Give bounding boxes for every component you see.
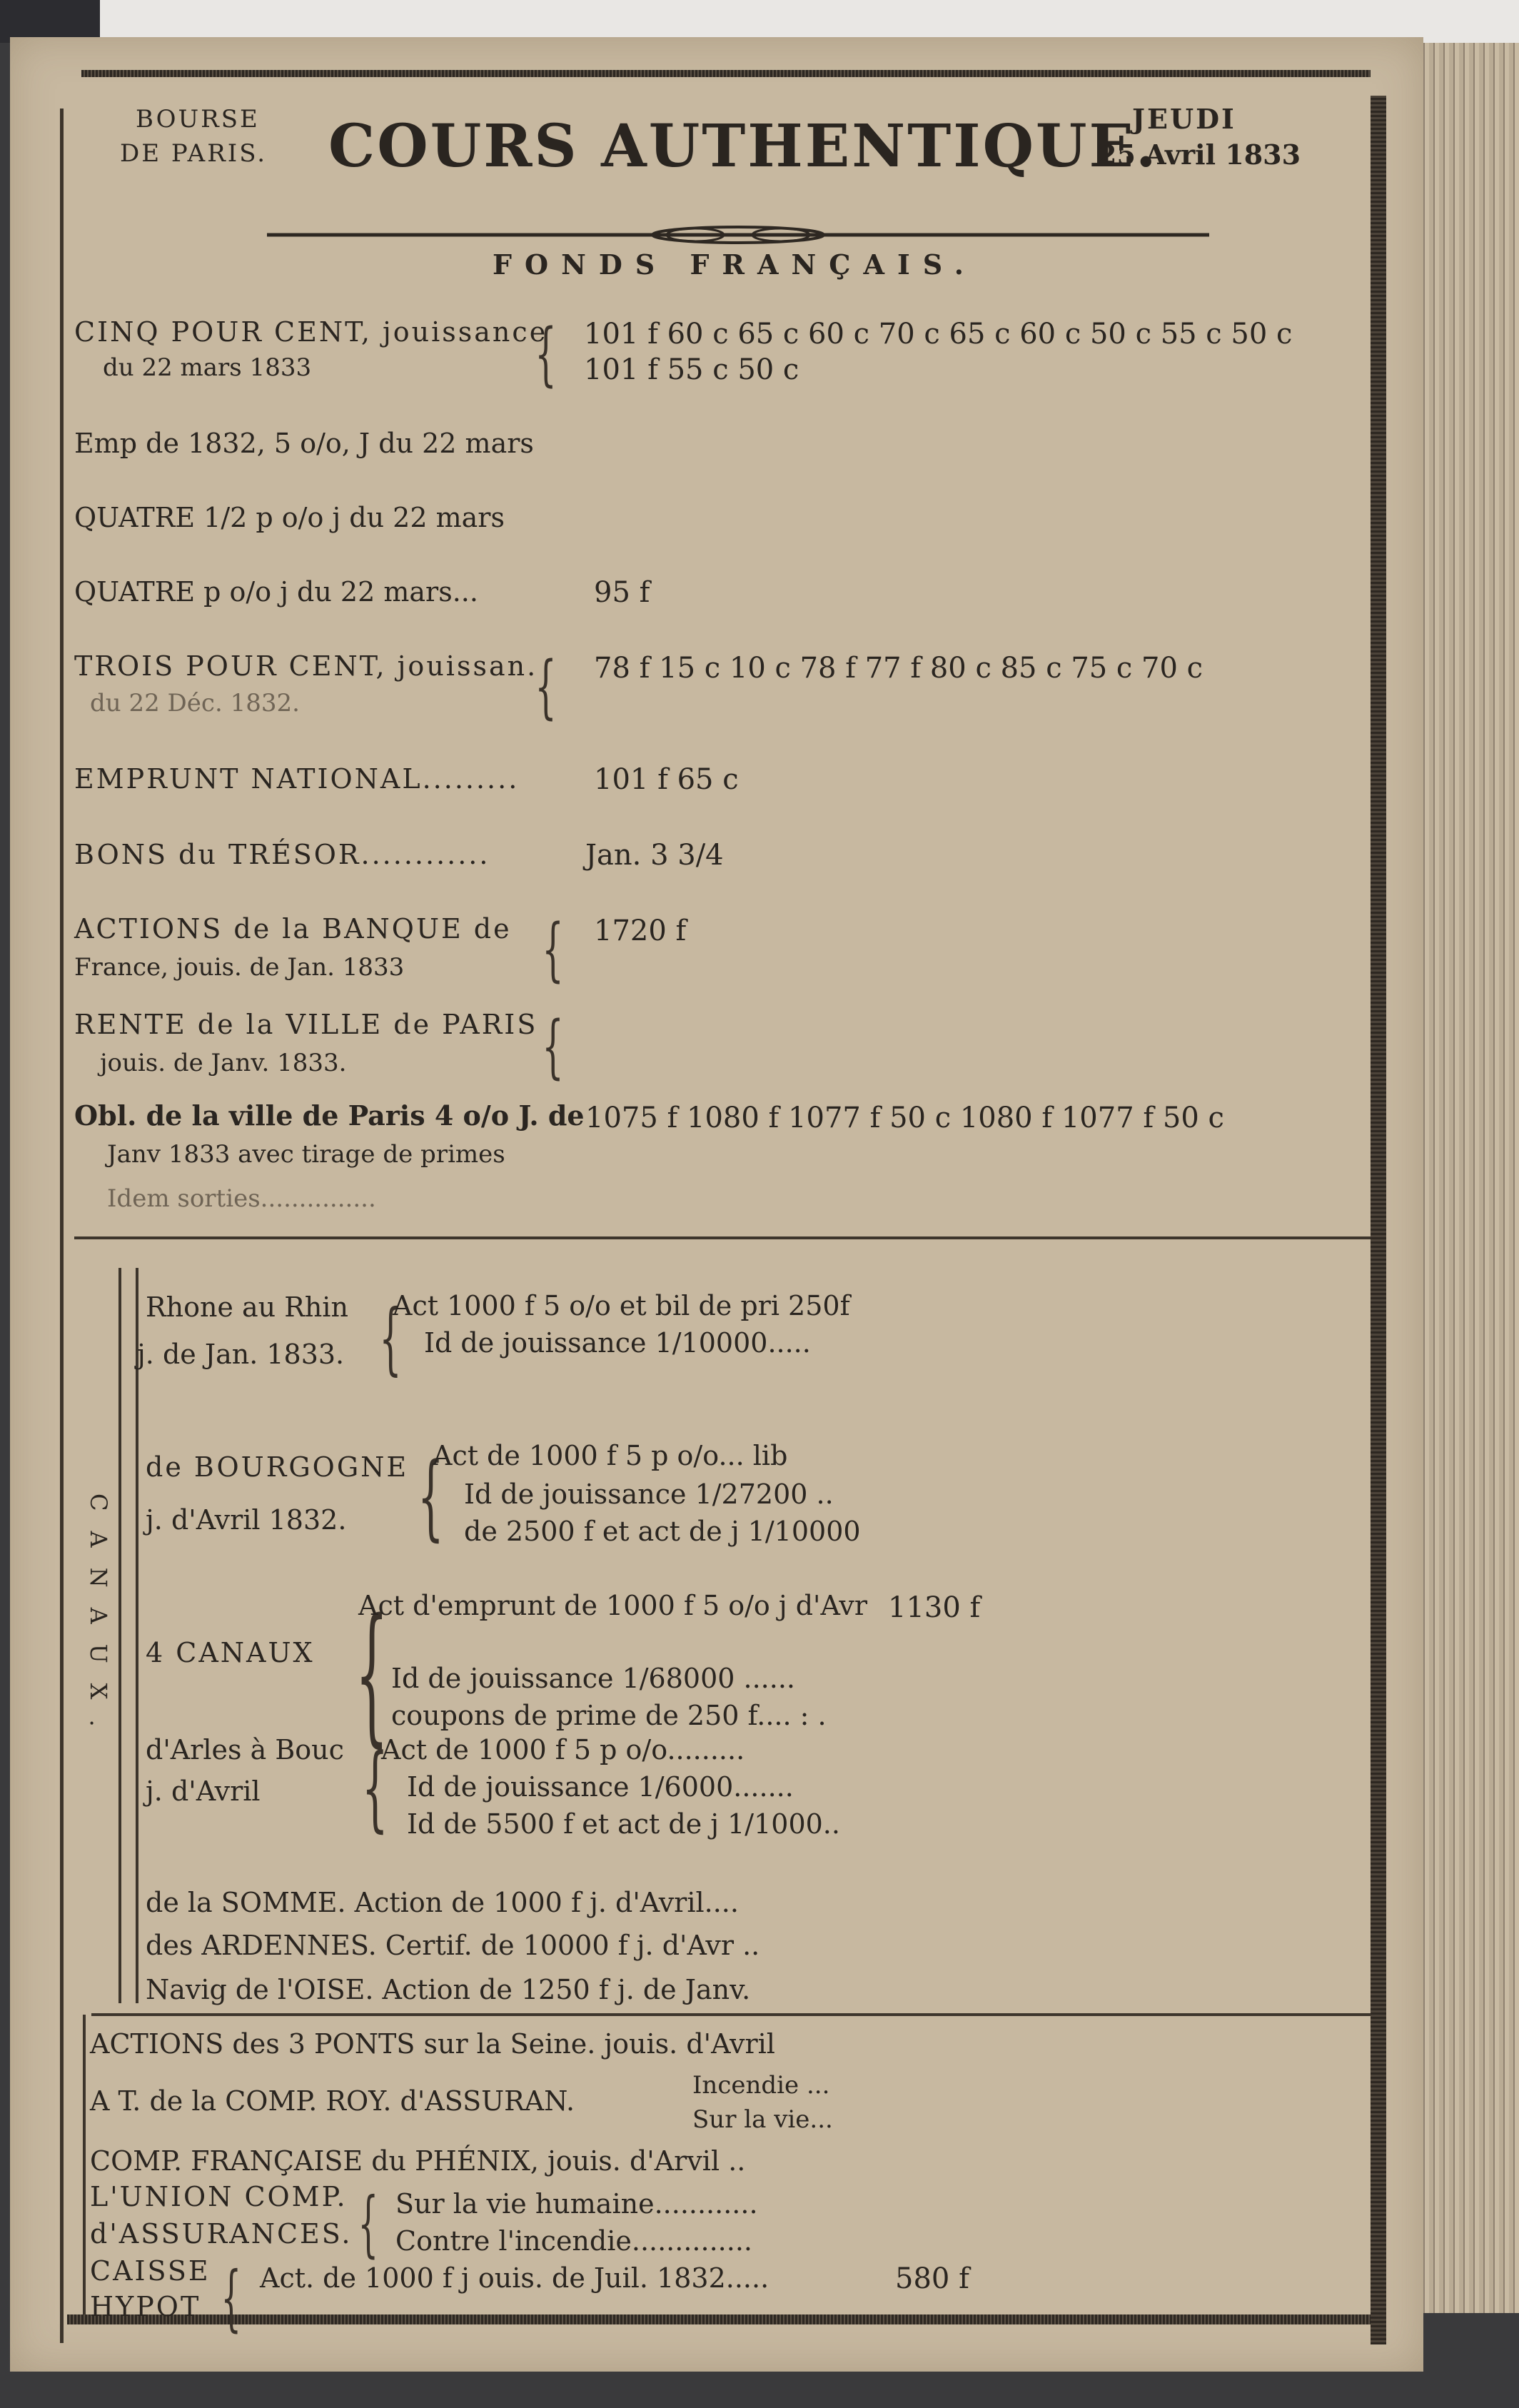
fonds-label: ACTIONS de la BANQUE de: [74, 913, 512, 944]
actions-rule: [83, 2015, 86, 2314]
top-margin: [0, 0, 1519, 43]
action-label: HYPOT: [90, 2291, 201, 2322]
header-date: 25 Avril 1833: [1098, 138, 1301, 171]
action-label: d'ASSURANCES.: [90, 2218, 353, 2250]
fonds-sublabel: France, jouis. de Jan. 1833: [74, 953, 405, 982]
fonds-sublabel: Idem sorties...............: [107, 1184, 376, 1213]
fonds-label: CINQ POUR CENT, jouissance: [74, 316, 548, 348]
header-paris: DE PARIS.: [120, 139, 268, 168]
canal-row: de la SOMME. Action de 1000 f j. d'Avril....: [146, 1887, 739, 1918]
canal-detail: Id de 5500 f et act de j 1/1000..: [407, 1808, 840, 1840]
canal-label: 4 CANAUX: [146, 1637, 315, 1668]
canaux-side-label: CANAUX.: [85, 1493, 112, 1747]
action-row: COMP. FRANÇAISE du PHÉNIX, jouis. d'Arvil ..: [90, 2145, 746, 2177]
top-border: [81, 70, 1371, 77]
header-day: JEUDI: [1132, 103, 1236, 135]
action-detail: Sur la vie humaine............: [395, 2188, 758, 2220]
canal-sublabel: j. d'Avril: [146, 1775, 261, 1807]
canal-label: d'Arles à Bouc: [146, 1734, 344, 1765]
fonds-sublabel: jouis. de Janv. 1833.: [100, 1049, 347, 1077]
right-border: [1371, 96, 1386, 2344]
action-detail: Act. de 1000 f j ouis. de Juil. 1832.....: [260, 2262, 769, 2294]
newspaper-page: [10, 37, 1423, 2372]
fonds-sublabel: du 22 mars 1833: [103, 353, 312, 382]
fonds-value: 101 f 55 c 50 c: [584, 353, 799, 386]
section-divider: [74, 1236, 1371, 1239]
action-detail: Incendie ...: [692, 2071, 830, 2100]
action-label: CAISSE: [90, 2255, 211, 2287]
canal-label: Rhone au Rhin: [146, 1291, 348, 1323]
bottom-border: [67, 2314, 1371, 2324]
ornament-rule: [267, 226, 1209, 244]
fonds-value: 78 f 15 c 10 c 78 f 77 f 80 c 85 c 75 c 70 c: [594, 652, 1203, 685]
fonds-value: 1075 f 1080 f 1077 f 50 c 1080 f 1077 f 50 c: [585, 1102, 1224, 1134]
brace: {: [355, 1586, 389, 1761]
canal-detail: Id de jouissance 1/27200 ..: [464, 1478, 834, 1510]
canal-detail: de 2500 f et act de j 1/10000: [464, 1516, 861, 1547]
fonds-label: EMPRUNT NATIONAL.........: [74, 763, 520, 795]
canaux-rule: [136, 1268, 138, 2003]
action-label: L'UNION COMP.: [90, 2181, 348, 2212]
canaux-rule: [118, 1268, 121, 2003]
brace: {: [379, 1292, 402, 1384]
binding-edge: [0, 0, 100, 43]
fonds-value: Jan. 3 3/4: [585, 839, 724, 872]
brace: {: [542, 910, 564, 989]
canal-detail: Id de jouissance 1/68000 ......: [391, 1663, 795, 1694]
brace: {: [535, 314, 557, 394]
fonds-label: TROIS POUR CENT, jouissan.: [74, 650, 538, 682]
action-detail: Sur la vie...: [692, 2105, 833, 2134]
fonds-value: 101 f 60 c 65 c 60 c 70 c 65 c 60 c 50 c 55 c 50 c: [584, 318, 1293, 351]
header-bourse: BOURSE: [136, 105, 260, 134]
action-row: ACTIONS des 3 PONTS sur la Seine. jouis. d'Avril: [90, 2028, 775, 2060]
section-divider: [91, 2013, 1371, 2016]
brace: {: [417, 1442, 444, 1551]
left-border: [60, 109, 64, 2343]
fonds-value: 1720 f: [594, 915, 687, 947]
canal-sublabel: j. d'Avril 1832.: [146, 1504, 347, 1536]
fonds-value: 95 f: [594, 576, 650, 609]
action-detail: Contre l'incendie..............: [395, 2225, 752, 2257]
action-value: 580 f: [895, 2262, 969, 2295]
canal-detail: Act de 1000 f 5 p o/o... lib: [433, 1440, 788, 1471]
canal-detail: Act de 1000 f 5 p o/o.........: [381, 1734, 745, 1765]
canal-detail: Id de jouissance 1/6000.......: [407, 1771, 794, 1803]
fonds-label: QUATRE 1/2 p o/o j du 22 mars: [74, 502, 505, 533]
fonds-label: Obl. de la ville de Paris 4 o/o J. de: [74, 1099, 585, 1132]
fonds-label: Emp de 1832, 5 o/o, J du 22 mars: [74, 428, 534, 459]
canal-row: Navig de l'OISE. Action de 1250 f j. de Janv.: [146, 1974, 751, 2005]
fonds-value: 101 f 65 c: [594, 763, 739, 796]
fonds-sublabel: Janv 1833 avec tirage de primes: [107, 1140, 505, 1169]
brace: {: [221, 2256, 242, 2339]
canal-row: des ARDENNES. Certif. de 10000 f j. d'Avr ..: [146, 1930, 760, 1961]
canal-value: 1130 f: [888, 1591, 981, 1624]
brace: {: [535, 647, 557, 727]
canal-detail: Act d'emprunt de 1000 f 5 o/o j d'Avr: [358, 1590, 868, 1621]
fonds-label: QUATRE p o/o j du 22 mars...: [74, 576, 478, 608]
brace: {: [361, 1733, 388, 1842]
brace: {: [542, 1007, 564, 1087]
fonds-sublabel: du 22 Déc. 1832.: [90, 689, 300, 717]
fonds-label: RENTE de la VILLE de PARIS: [74, 1009, 538, 1040]
canal-detail: coupons de prime de 250 f.... : .: [391, 1700, 827, 1731]
action-label: A T. de la COMP. ROY. d'ASSURAN.: [90, 2085, 575, 2117]
fonds-label: BONS du TRÉSOR............: [74, 839, 490, 870]
canal-detail: Id de jouissance 1/10000.....: [424, 1327, 811, 1359]
section-heading: FONDS FRANÇAIS.: [493, 248, 977, 281]
brace: {: [358, 2182, 379, 2265]
canal-detail: Act 1000 f 5 o/o et bil de pri 250f: [393, 1290, 850, 1321]
canal-label: de BOURGOGNE: [146, 1451, 409, 1483]
canal-sublabel: j. de Jan. 1833.: [137, 1339, 345, 1370]
page-title: COURS AUTHENTIQUE.: [328, 112, 1159, 181]
